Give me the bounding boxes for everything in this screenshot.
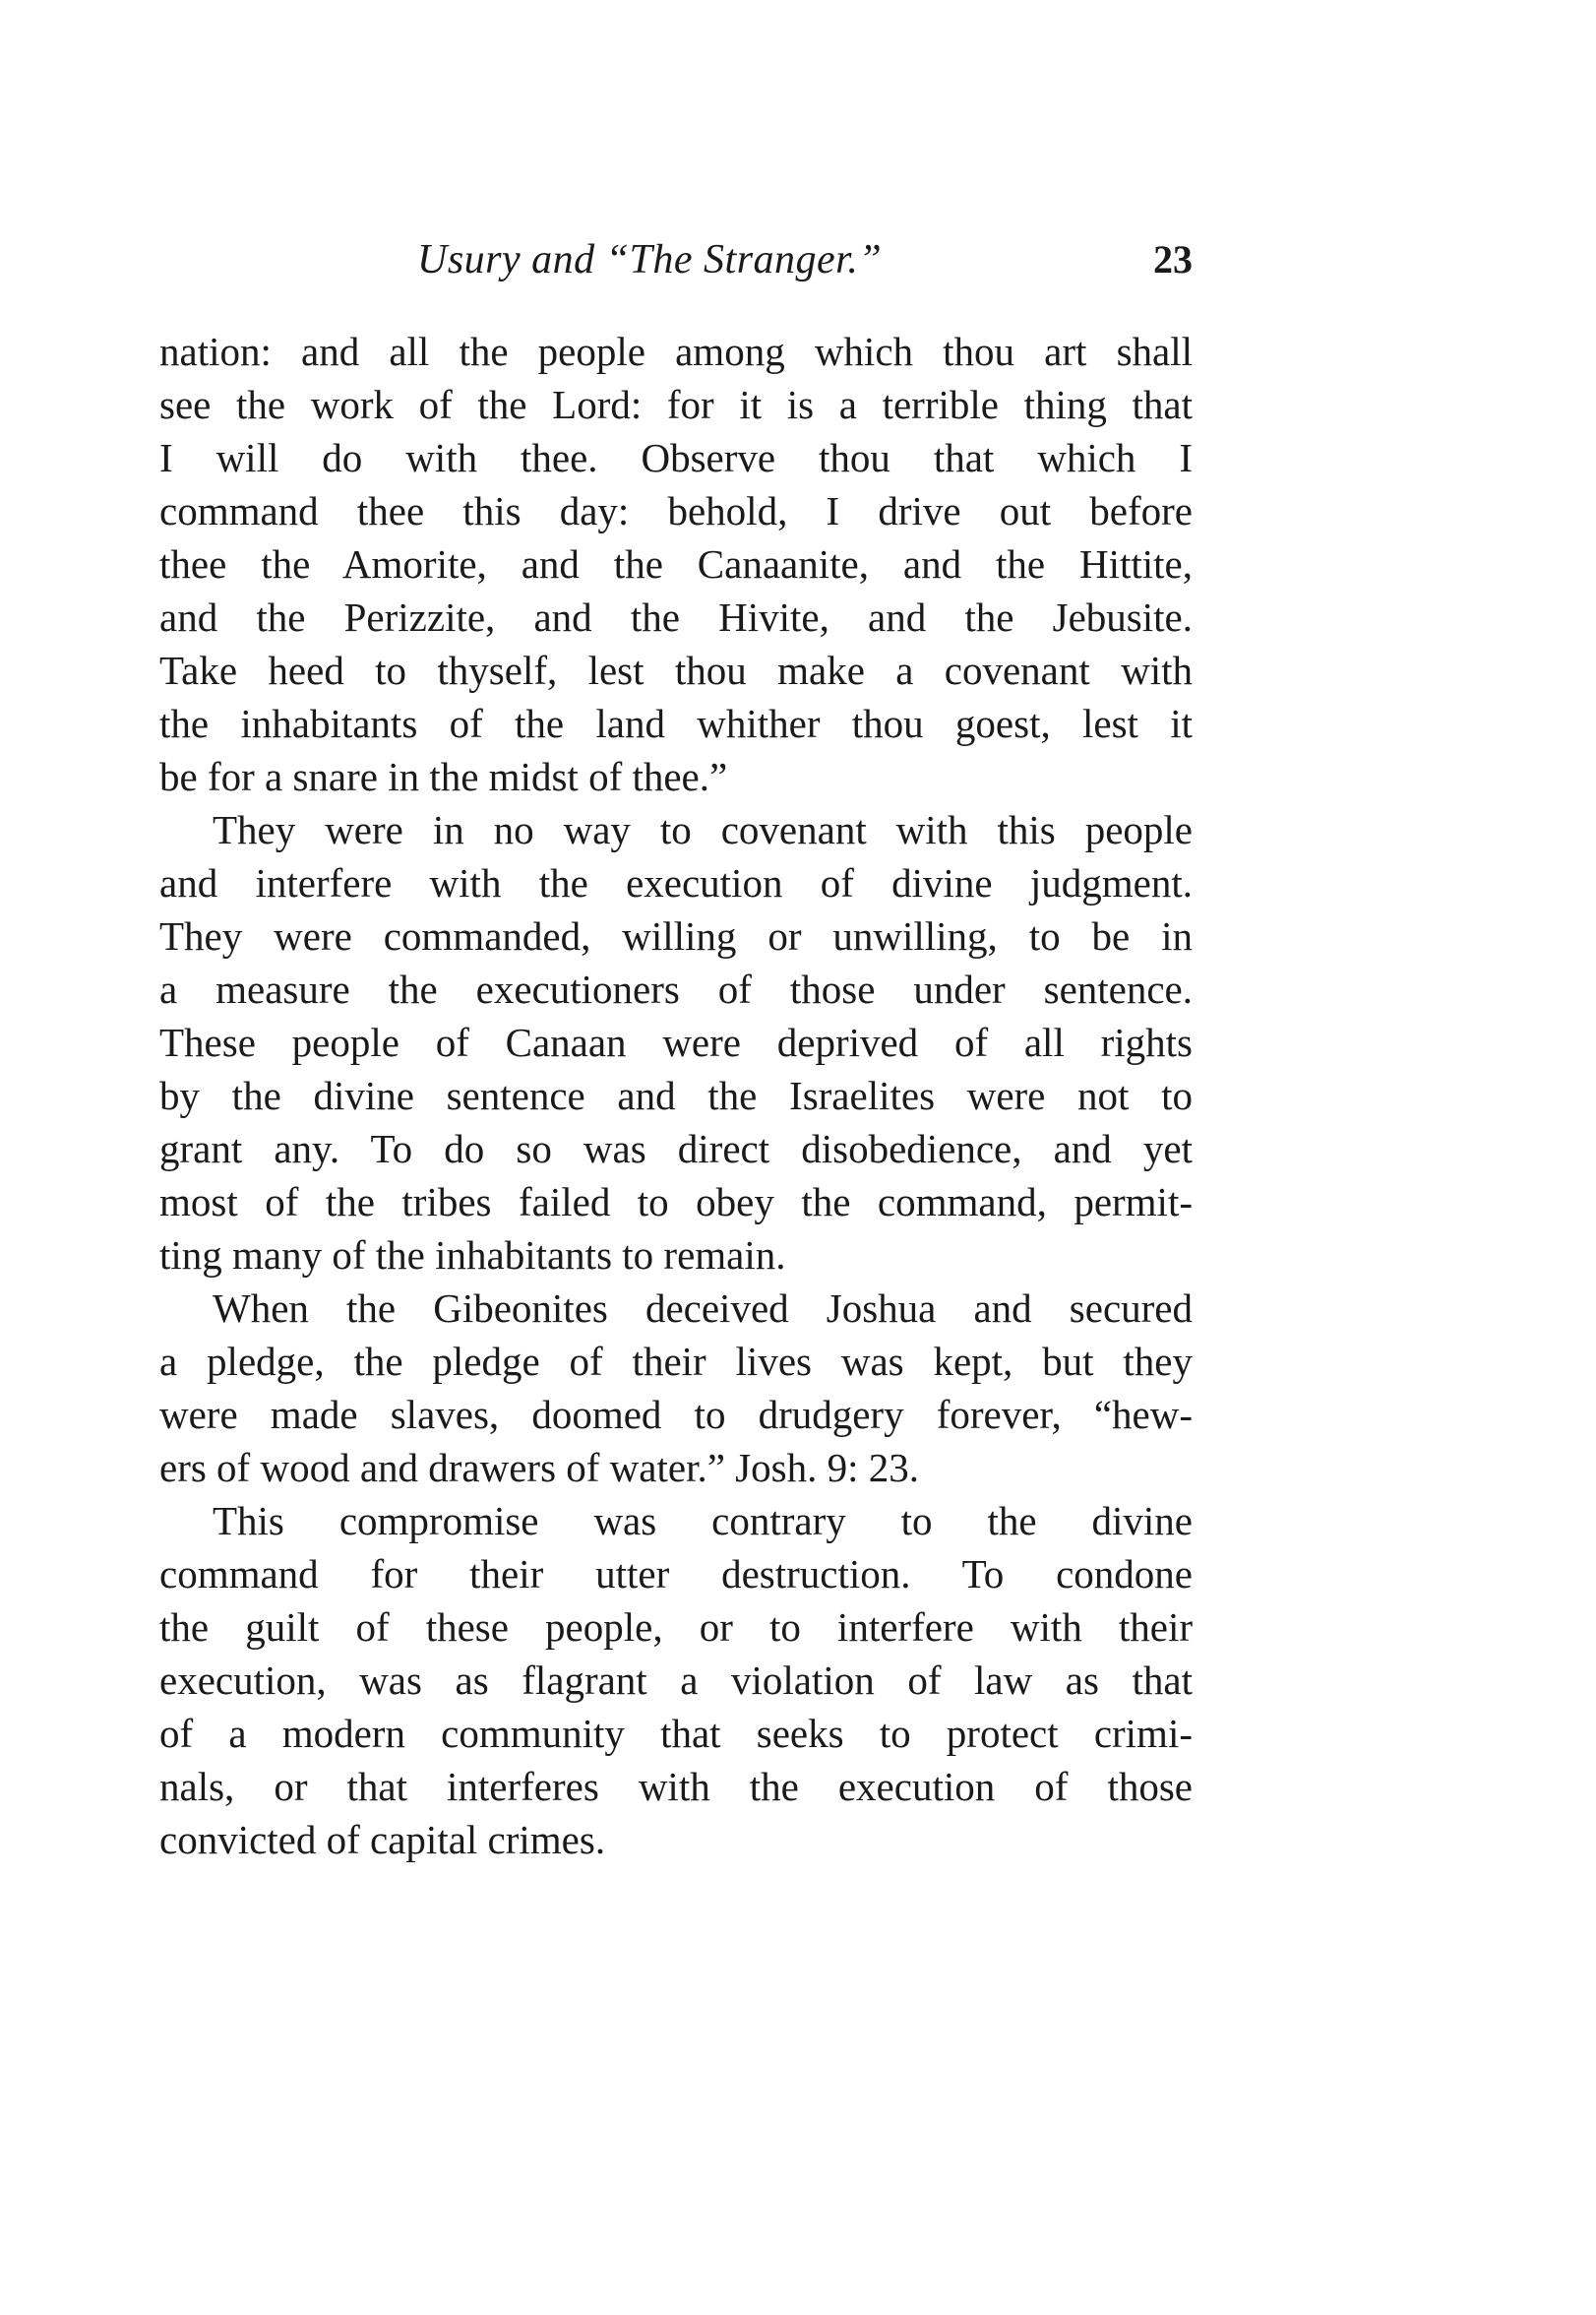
text-line: execution, was as flagrant a violation of law as that [159,1658,1193,1703]
paragraph-2 [159,803,1193,1282]
text-line: When the Gibeonites deceived Joshua and secured [213,1285,1193,1331]
text-line: of a modern community that seeks to protect crimi- [159,1711,1193,1756]
text-line: They were in no way to covenant with this people [213,807,1193,852]
text-line: convicted of capital crimes. [159,1817,606,1862]
text-line: and interfere with the execution of divine judgment. [159,860,1193,906]
text-line: I will do with thee. Observe thou that which I [159,435,1193,480]
text-line: Take heed to thyself, lest thou make a covenant with [159,648,1193,693]
paragraph-3 [159,1282,1193,1494]
text-line: nals, or that interferes with the execution of those [159,1764,1193,1809]
text-line: were made slaves, doomed to drudgery forever, “hew- [159,1392,1193,1437]
text-line: ting many of the inhabitants to remain. [159,1232,786,1278]
text-line: These people of Canaan were deprived of all rights [159,1020,1193,1065]
text-line: and the Perizzite, and the Hivite, and the Jebusite. [159,594,1193,640]
text-line: the inhabitants of the land whither thou goest, lest it [159,701,1193,746]
text-line: a measure the executioners of those under sentence. [159,967,1193,1012]
text-line: ers of wood and drawers of water.” Josh. 9: 23. [159,1445,919,1490]
text-line: the guilt of these people, or to interfere with their [159,1604,1193,1650]
running-head [159,236,1193,295]
text-line: be for a snare in the midst of thee.” [159,754,728,799]
text-line: see the work of the Lord: for it is a terrible thing that [159,382,1193,427]
paragraph-1 [159,325,1193,803]
page-number: 23 [1153,237,1193,282]
paragraph-4 [159,1494,1193,1866]
text-line: command for their utter destruction. To condone [159,1551,1193,1596]
text-line: a pledge, the pledge of their lives was kept, but they [159,1339,1193,1384]
body-text [159,325,1193,1866]
text-line: grant any. To do so was direct disobedience, and yet [159,1126,1193,1171]
text-line: by the divine sentence and the Israelites were not to [159,1073,1193,1118]
running-title: Usury and “The Stranger.” [417,237,883,282]
text-line: nation: and all the people among which thou art shall [159,329,1193,374]
text-line: thee the Amorite, and the Canaanite, and the Hittite, [159,541,1193,587]
text-line: This compromise was contrary to the divine [213,1498,1193,1543]
text-line: They were commanded, willing or unwilling, to be in [159,913,1193,959]
text-line: command thee this day: behold, I drive out before [159,488,1193,533]
text-line: most of the tribes failed to obey the command, permit- [159,1179,1193,1224]
